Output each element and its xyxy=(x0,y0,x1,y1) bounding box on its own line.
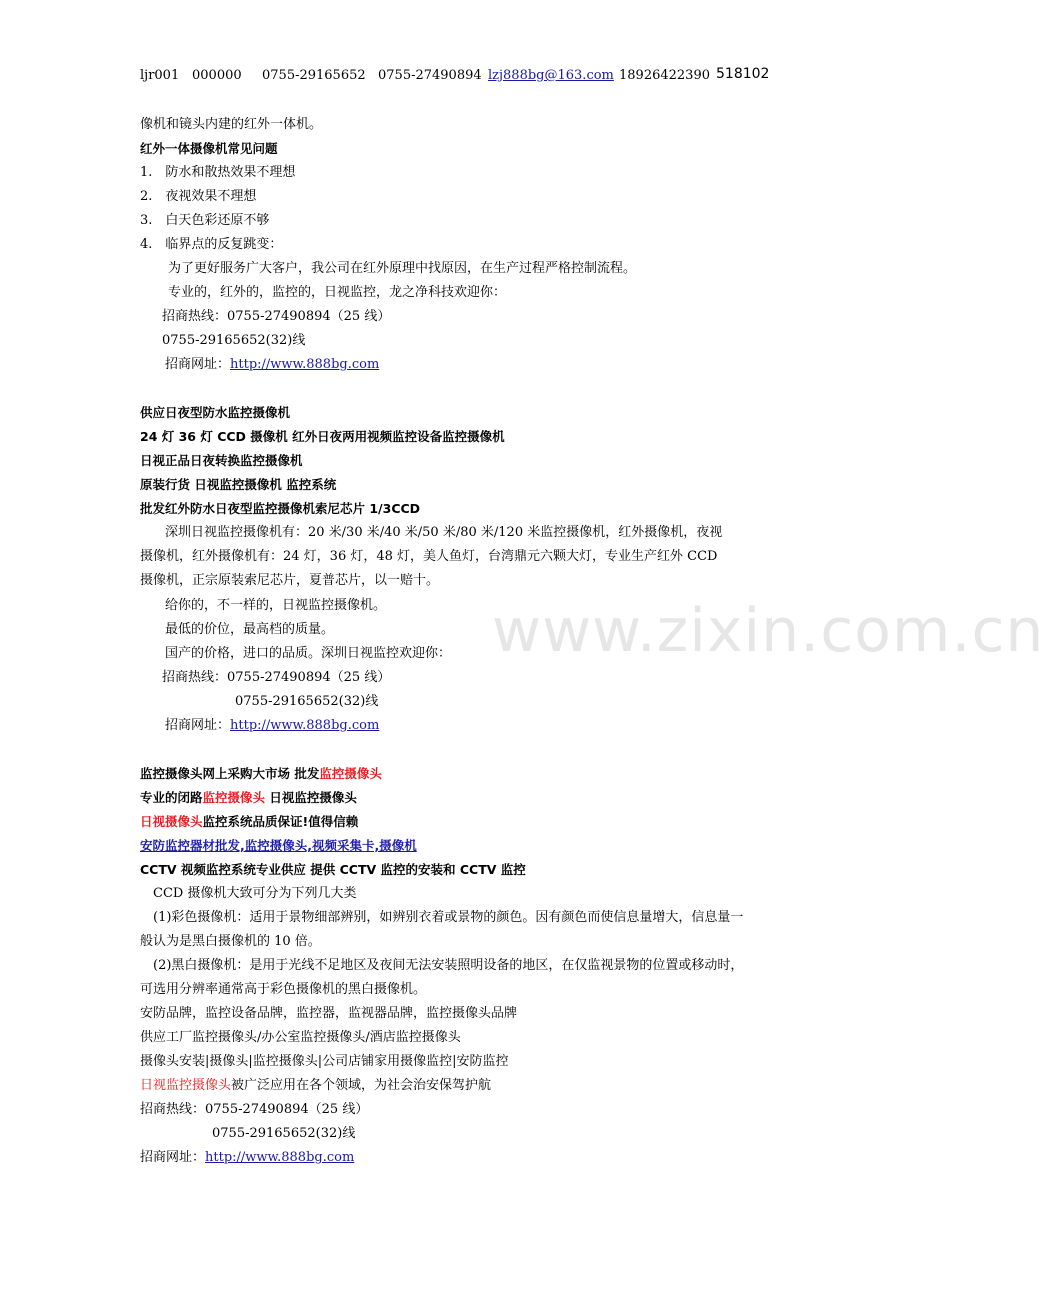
supply-line: 供应工厂监控摄像头/办公室监控摄像头/酒店监控摄像头 xyxy=(140,1030,461,1045)
section2-heading: 供应日夜型防水监控摄像机 xyxy=(140,405,291,420)
bw-camera-line: 可选用分辨率通常高于彩色摄像机的黑白摄像机。 xyxy=(140,982,427,997)
section3-heading-1 xyxy=(140,765,382,783)
section1-paragraph-2: 专业的，红外的，监控的，日视监控，龙之净科技欢迎你： xyxy=(168,285,507,300)
header-phone-1: 0755-29165652 xyxy=(262,68,366,83)
section2-heading: 日视正品日夜转换监控摄像机 xyxy=(140,453,303,468)
watermark: www.zixin.com.cn xyxy=(492,596,1044,666)
site-link[interactable]: http://www.888bg.com xyxy=(230,357,380,372)
site-label: 招商网址： xyxy=(165,357,231,372)
section2-heading: 原装行货 日视监控摄像机 监控系统 xyxy=(140,477,337,492)
header-phone-2: 0755-27490894 xyxy=(378,68,482,83)
brand-line: 安防品牌，监控设备品牌，监控器，监视器品牌，监控摄像头品牌 xyxy=(140,1006,518,1021)
intro-text: 像机和镜头内建的红外一体机。 xyxy=(140,117,323,132)
section2-line: 国产的价格，进口的品质。深圳日视监控欢迎你： xyxy=(165,646,452,661)
list-item: 2. 夜视效果不理想 xyxy=(140,189,257,204)
color-camera-line: (1)彩色摄像机：适用于景物细部辨别，如辨别衣着或景物的颜色。因有颜色而使信息量增大，信息量一 xyxy=(153,910,744,925)
section2-hotline-2: 0755-29165652(32)线 xyxy=(235,694,379,709)
keyword-highlight: 监控摄像头 xyxy=(319,766,382,781)
heading-text: 监控摄像头网上采购大市场 批发 xyxy=(140,766,320,781)
section1-hotline-2: 0755-29165652(32)线 xyxy=(162,333,306,348)
section1-paragraph-1: 为了更好服务广大客户，我公司在红外原理中找原因，在生产过程严格控制流程。 xyxy=(168,261,637,276)
section3-heading-3 xyxy=(140,813,358,831)
body-text: 被广泛应用在各个领域，为社会治安保驾护航 xyxy=(231,1078,492,1093)
site-link[interactable]: http://www.888bg.com xyxy=(205,1150,355,1165)
section2-line: 最低的价位，最高档的质量。 xyxy=(165,622,335,637)
header-postcode: 000000 xyxy=(192,68,242,83)
heading-text: 监控系统品质保证!值得信赖 xyxy=(202,814,359,829)
section3-heading-5: CCTV 视频监控系统专业供应 提供 CCTV 监控的安装和 CCTV 监控 xyxy=(140,862,526,877)
install-line: 摄像头安装|摄像头|监控摄像头|公司店铺家用摄像监控|安防监控 xyxy=(140,1054,509,1069)
color-camera-line: 般认为是黑白摄像机的 10 倍。 xyxy=(140,934,321,949)
section3-heading-4 xyxy=(140,837,417,855)
section2-paragraph-line: 摄像机，红外摄像机有：24 灯，36 灯，48 灯，美人鱼灯，台湾鼎元六颗大灯，专业生产红外 CCD xyxy=(140,549,718,564)
list-item: 4. 临界点的反复跳变： xyxy=(140,237,283,252)
section3-site xyxy=(140,1149,354,1167)
application-line xyxy=(140,1077,491,1095)
section2-heading: 24 灯 36 灯 CCD 摄像机 红外日夜两用视频监控设备监控摄像机 xyxy=(140,429,505,444)
list-item: 3. 白天色彩还原不够 xyxy=(140,213,270,228)
section1-heading: 红外一体摄像机常见问题 xyxy=(140,141,278,156)
bw-camera-line: (2)黑白摄像机：是用于光线不足地区及夜间无法安装照明设备的地区，在仅监视景物的位置或移动时， xyxy=(153,958,744,973)
section2-hotline: 招商热线：0755-27490894（25 线） xyxy=(162,670,391,685)
section2-site xyxy=(165,717,379,735)
section2-heading: 批发红外防水日夜型监控摄像机索尼芯片 1/3CCD xyxy=(140,501,421,516)
keyword-highlight: 日视摄像头 xyxy=(140,814,203,829)
section1-hotline: 招商热线：0755-27490894（25 线） xyxy=(162,309,391,324)
section1-site xyxy=(165,356,379,374)
header-id: ljr001 xyxy=(140,68,180,83)
keyword-highlight: 监控摄像头 xyxy=(202,790,266,805)
site-label: 招商网址： xyxy=(165,718,231,733)
section3-heading-2 xyxy=(140,789,357,807)
heading-text: 日视监控摄像头 xyxy=(265,790,357,805)
header-mobile: 18926422390 xyxy=(619,68,710,83)
section2-line: 给你的，不一样的，日视监控摄像机。 xyxy=(165,598,387,613)
section2-paragraph-line: 摄像机，正宗原装索尼芯片，夏普芯片，以一赔十。 xyxy=(140,573,440,588)
section3-hotline-2: 0755-29165652(32)线 xyxy=(212,1126,356,1141)
heading-text: 专业的闭路 xyxy=(140,790,203,805)
keyword-highlight: 日视监控摄像头 xyxy=(140,1078,232,1093)
site-link[interactable]: http://www.888bg.com xyxy=(230,718,380,733)
site-label: 招商网址： xyxy=(140,1150,206,1165)
list-item: 1. 防水和散热效果不理想 xyxy=(140,165,296,180)
section3-hotline: 招商热线：0755-27490894（25 线） xyxy=(140,1102,369,1117)
header-zip: 518102 xyxy=(716,66,770,82)
keyword-link[interactable]: 安防监控器材批发,监控摄像头,视频采集卡,摄像机 xyxy=(140,838,417,853)
ccd-intro: CCD 摄像机大致可分为下列几大类 xyxy=(153,886,357,901)
header-email-link[interactable]: lzj888bg@163.com xyxy=(488,68,614,83)
section2-paragraph-line: 深圳日视监控摄像机有：20 米/30 米/40 米/50 米/80 米/120 米监控摄像机，红外摄像机，夜视 xyxy=(165,525,723,540)
